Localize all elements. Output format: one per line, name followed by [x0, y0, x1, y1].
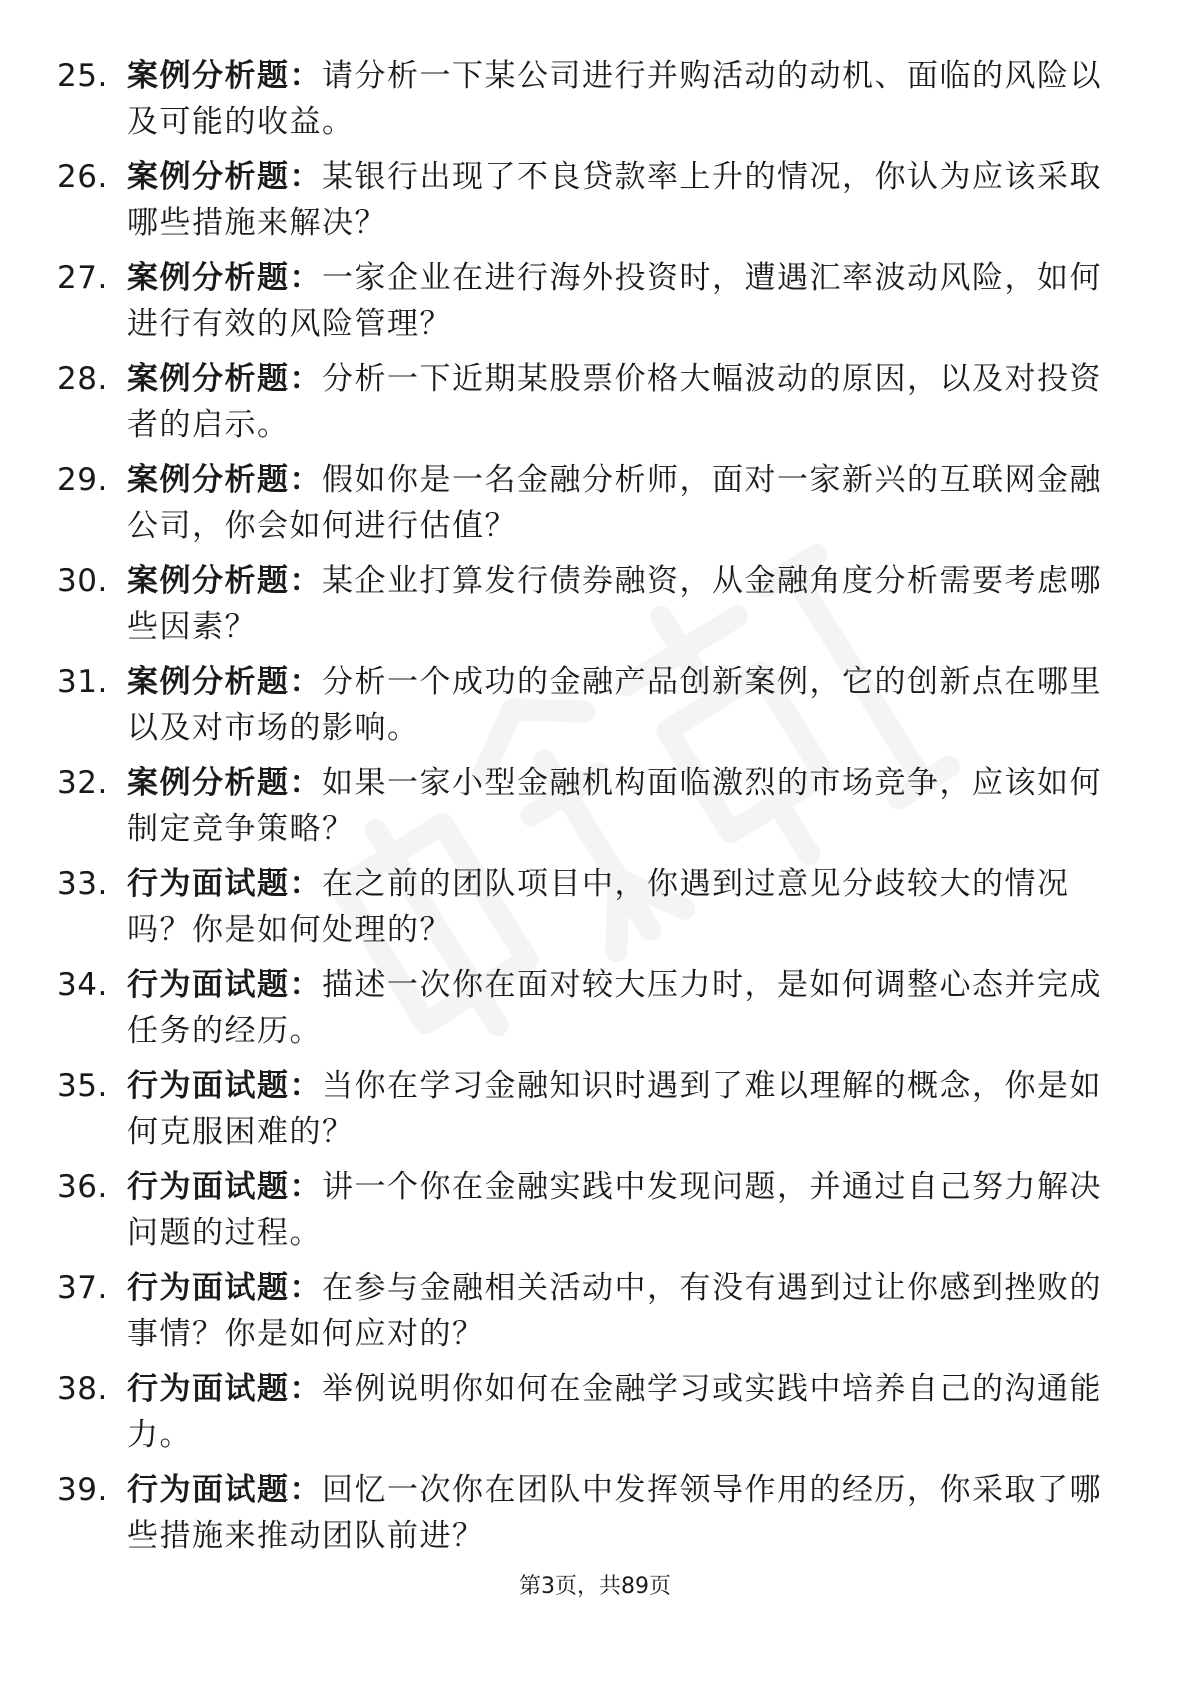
question-text: [127, 356, 1117, 448]
question-text: [127, 1265, 1117, 1357]
question-number: 29.: [57, 462, 108, 498]
question-item: [0, 861, 1190, 962]
question-body: 某银行出现了不良贷款率上升的情况，你认为应该采取哪些措施来解决？: [127, 159, 1102, 241]
question-number: 34.: [57, 967, 108, 1003]
question-body: 请分析一下某公司进行并购活动的动机、面临的风险以及可能的收益。: [127, 58, 1102, 140]
question-number: 25.: [57, 58, 108, 94]
question-number: 27.: [57, 260, 108, 296]
question-text: [127, 1467, 1117, 1559]
question-item: [0, 1063, 1190, 1164]
question-item: [0, 962, 1190, 1063]
question-category: 案例分析题：: [127, 462, 322, 498]
question-category: 案例分析题：: [127, 260, 322, 296]
question-item: [0, 1366, 1190, 1467]
question-category: 行为面试题：: [127, 1169, 322, 1205]
question-item: [0, 558, 1190, 659]
question-body: 描述一次你在面对较大压力时，是如何调整心态并完成任务的经历。: [127, 967, 1102, 1049]
question-text: [127, 1366, 1117, 1458]
question-text: [127, 558, 1117, 650]
question-text: [127, 154, 1117, 246]
question-list: [0, 53, 1190, 1568]
question-body: 在参与金融相关活动中，有没有遇到过让你感到挫败的事情？你是如何应对的？: [127, 1270, 1102, 1352]
question-body: 某企业打算发行债券融资，从金融角度分析需要考虑哪些因素？: [127, 563, 1102, 645]
question-number: 32.: [57, 765, 108, 801]
question-text: [127, 255, 1117, 347]
question-text: [127, 659, 1117, 751]
question-body: 如果一家小型金融机构面临激烈的市场竞争，应该如何制定竞争策略？: [127, 765, 1102, 847]
question-number: 37.: [57, 1270, 108, 1306]
question-item: [0, 154, 1190, 255]
question-text: [127, 457, 1117, 549]
question-body: 当你在学习金融知识时遇到了难以理解的概念，你是如何克服困难的？: [127, 1068, 1102, 1150]
question-text: [127, 53, 1117, 145]
question-category: 案例分析题：: [127, 664, 322, 700]
question-category: 案例分析题：: [127, 58, 322, 94]
question-item: [0, 53, 1190, 154]
question-category: 案例分析题：: [127, 361, 322, 397]
question-category: 行为面试题：: [127, 1472, 322, 1508]
question-item: [0, 1265, 1190, 1366]
question-number: 39.: [57, 1472, 108, 1508]
question-number: 35.: [57, 1068, 108, 1104]
question-number: 33.: [57, 866, 108, 902]
question-text: [127, 962, 1117, 1054]
question-item: [0, 255, 1190, 356]
question-item: [0, 356, 1190, 457]
question-item: [0, 1164, 1190, 1265]
question-category: 行为面试题：: [127, 967, 322, 1003]
question-item: [0, 659, 1190, 760]
question-body: 一家企业在进行海外投资时，遭遇汇率波动风险，如何进行有效的风险管理？: [127, 260, 1102, 342]
question-item: [0, 457, 1190, 558]
question-body: 回忆一次你在团队中发挥领导作用的经历，你采取了哪些措施来推动团队前进？: [127, 1472, 1102, 1554]
question-number: 38.: [57, 1371, 108, 1407]
question-item: [0, 760, 1190, 861]
question-text: [127, 1164, 1117, 1256]
question-body: 举例说明你如何在金融学习或实践中培养自己的沟通能力。: [127, 1371, 1102, 1453]
question-category: 案例分析题：: [127, 563, 322, 599]
question-number: 26.: [57, 159, 108, 195]
question-body: 分析一个成功的金融产品创新案例，它的创新点在哪里以及对市场的影响。: [127, 664, 1102, 746]
question-number: 36.: [57, 1169, 108, 1205]
question-body: 假如你是一名金融分析师，面对一家新兴的互联网金融公司，你会如何进行估值？: [127, 462, 1102, 544]
question-category: 案例分析题：: [127, 765, 322, 801]
question-category: 行为面试题：: [127, 1371, 322, 1407]
question-text: [127, 1063, 1117, 1155]
question-item: [0, 1467, 1190, 1568]
question-text: [127, 861, 1117, 953]
page-number: 第3页，共89页: [519, 1574, 671, 1599]
question-number: 31.: [57, 664, 108, 700]
question-body: 分析一下近期某股票价格大幅波动的原因，以及对投资者的启示。: [127, 361, 1102, 443]
question-number: 30.: [57, 563, 108, 599]
question-body: 在之前的团队项目中，你遇到过意见分歧较大的情况吗？你是如何处理的？: [127, 866, 1070, 948]
question-category: 行为面试题：: [127, 1068, 322, 1104]
question-text: [127, 760, 1117, 852]
question-category: 案例分析题：: [127, 159, 322, 195]
question-body: 讲一个你在金融实践中发现问题，并通过自己努力解决问题的过程。: [127, 1169, 1102, 1251]
question-category: 行为面试题：: [127, 866, 322, 902]
question-number: 28.: [57, 361, 108, 397]
question-category: 行为面试题：: [127, 1270, 322, 1306]
